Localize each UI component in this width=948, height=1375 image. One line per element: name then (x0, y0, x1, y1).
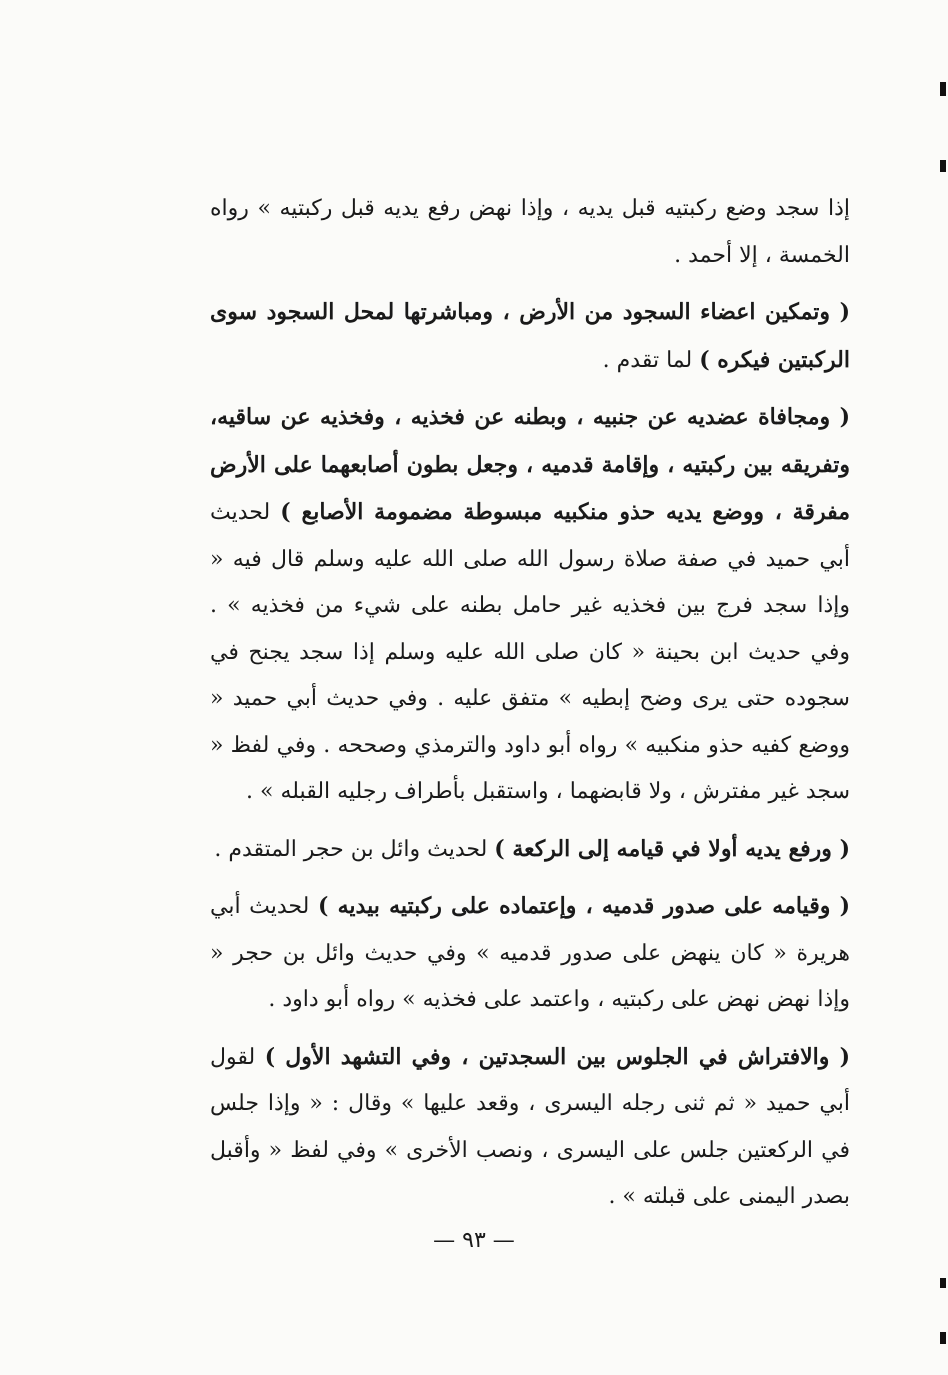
edge-mark (940, 1332, 946, 1344)
paragraph-1-text: إذا سجد وضع ركبتيه قبل يديه ، وإذا نهض رفع يديه قبل ركبتيه » رواه الخمسة ، إلا أحمد . (210, 196, 850, 268)
paragraph-2-bold: ( وتمكين اعضاء السجود من الأرض ، ومباشرتها لمحل السجود سوى الركبتين فيكره ) (210, 299, 850, 373)
paragraph-5-bold: ( وقيامه على صدور قدميه ، وإعتماده على ركبتيه بيديه ) (317, 893, 850, 919)
page-number: — ٩٣ — (433, 1228, 515, 1253)
paragraph-6-bold: ( والافتراش في الجلوس بين السجدتين ، وفي التشهد الأول ) (264, 1043, 850, 1070)
edge-mark (940, 82, 946, 96)
paragraph-1 (210, 186, 850, 279)
paragraph-3-bold: ( ومجافاة عضديه عن جنبيه ، وبطنه عن فخذيه ، وفخذيه عن ساقيه، وتفريقه بين ركبتيه ، وإقامة قدميه ، وجعل بطون أصابعهما على الأرض مفرقة ، ووضع يديه حذو منكبيه مبسوطة مضمومة الأصابع ) (210, 404, 850, 525)
edge-mark (940, 160, 946, 172)
paragraph-2-text: لما تقدم . (602, 347, 700, 373)
paragraph-5-text: لحديث أبي هريرة « كان ينهض على صدور قدميه » وفي حديث وائل بن حجر « وإذا نهض نهض على ركبتيه ، واعتمد على فخذيه » رواه أبو داود . (210, 894, 850, 1012)
edge-mark (940, 1278, 946, 1288)
paragraph-6 (210, 1034, 850, 1221)
paragraph-3 (210, 394, 850, 816)
page-body (210, 186, 850, 1231)
paragraph-2 (210, 289, 850, 384)
paragraph-4-bold: ( ورفع يديه أولا في قيامه إلى الركعة ) (494, 835, 850, 862)
paragraph-5 (210, 883, 850, 1024)
paragraph-4 (210, 826, 850, 874)
paragraph-3-text: لحديث أبي حميد في صفة صلاة رسول الله صلى الله عليه وسلم قال فيه « وإذا سجد فرج بين فخذيه غير حامل بطنه على شيء من فخذيه » . وفي حديث ابن بحينة « كان صلى الله عليه وسلم إذا سجد يجنح في سجوده حتى يرى وضح إبطيه » متفق عليه . وفي حديث أبي حميد « ووضع كفيه حذو منكبيه » رواه أبو داود والترمذي وصححه . وفي لفظ « سجد غير مفترش ، ولا قابضهما ، واستقبل بأطراف رجليه القبله » . (210, 500, 850, 804)
paragraph-6-text: لقول أبي حميد « ثم ثنى رجله اليسرى ، وقعد عليها » وقال : « وإذا جلس في الركعتين جلس على اليسرى ، ونصب الأخرى » وفي لفظ « وأقبل بصدر اليمنى على قبلته » . (210, 1044, 850, 1209)
paragraph-4-text: لحديث وائل بن حجر المتقدم . (214, 836, 495, 862)
